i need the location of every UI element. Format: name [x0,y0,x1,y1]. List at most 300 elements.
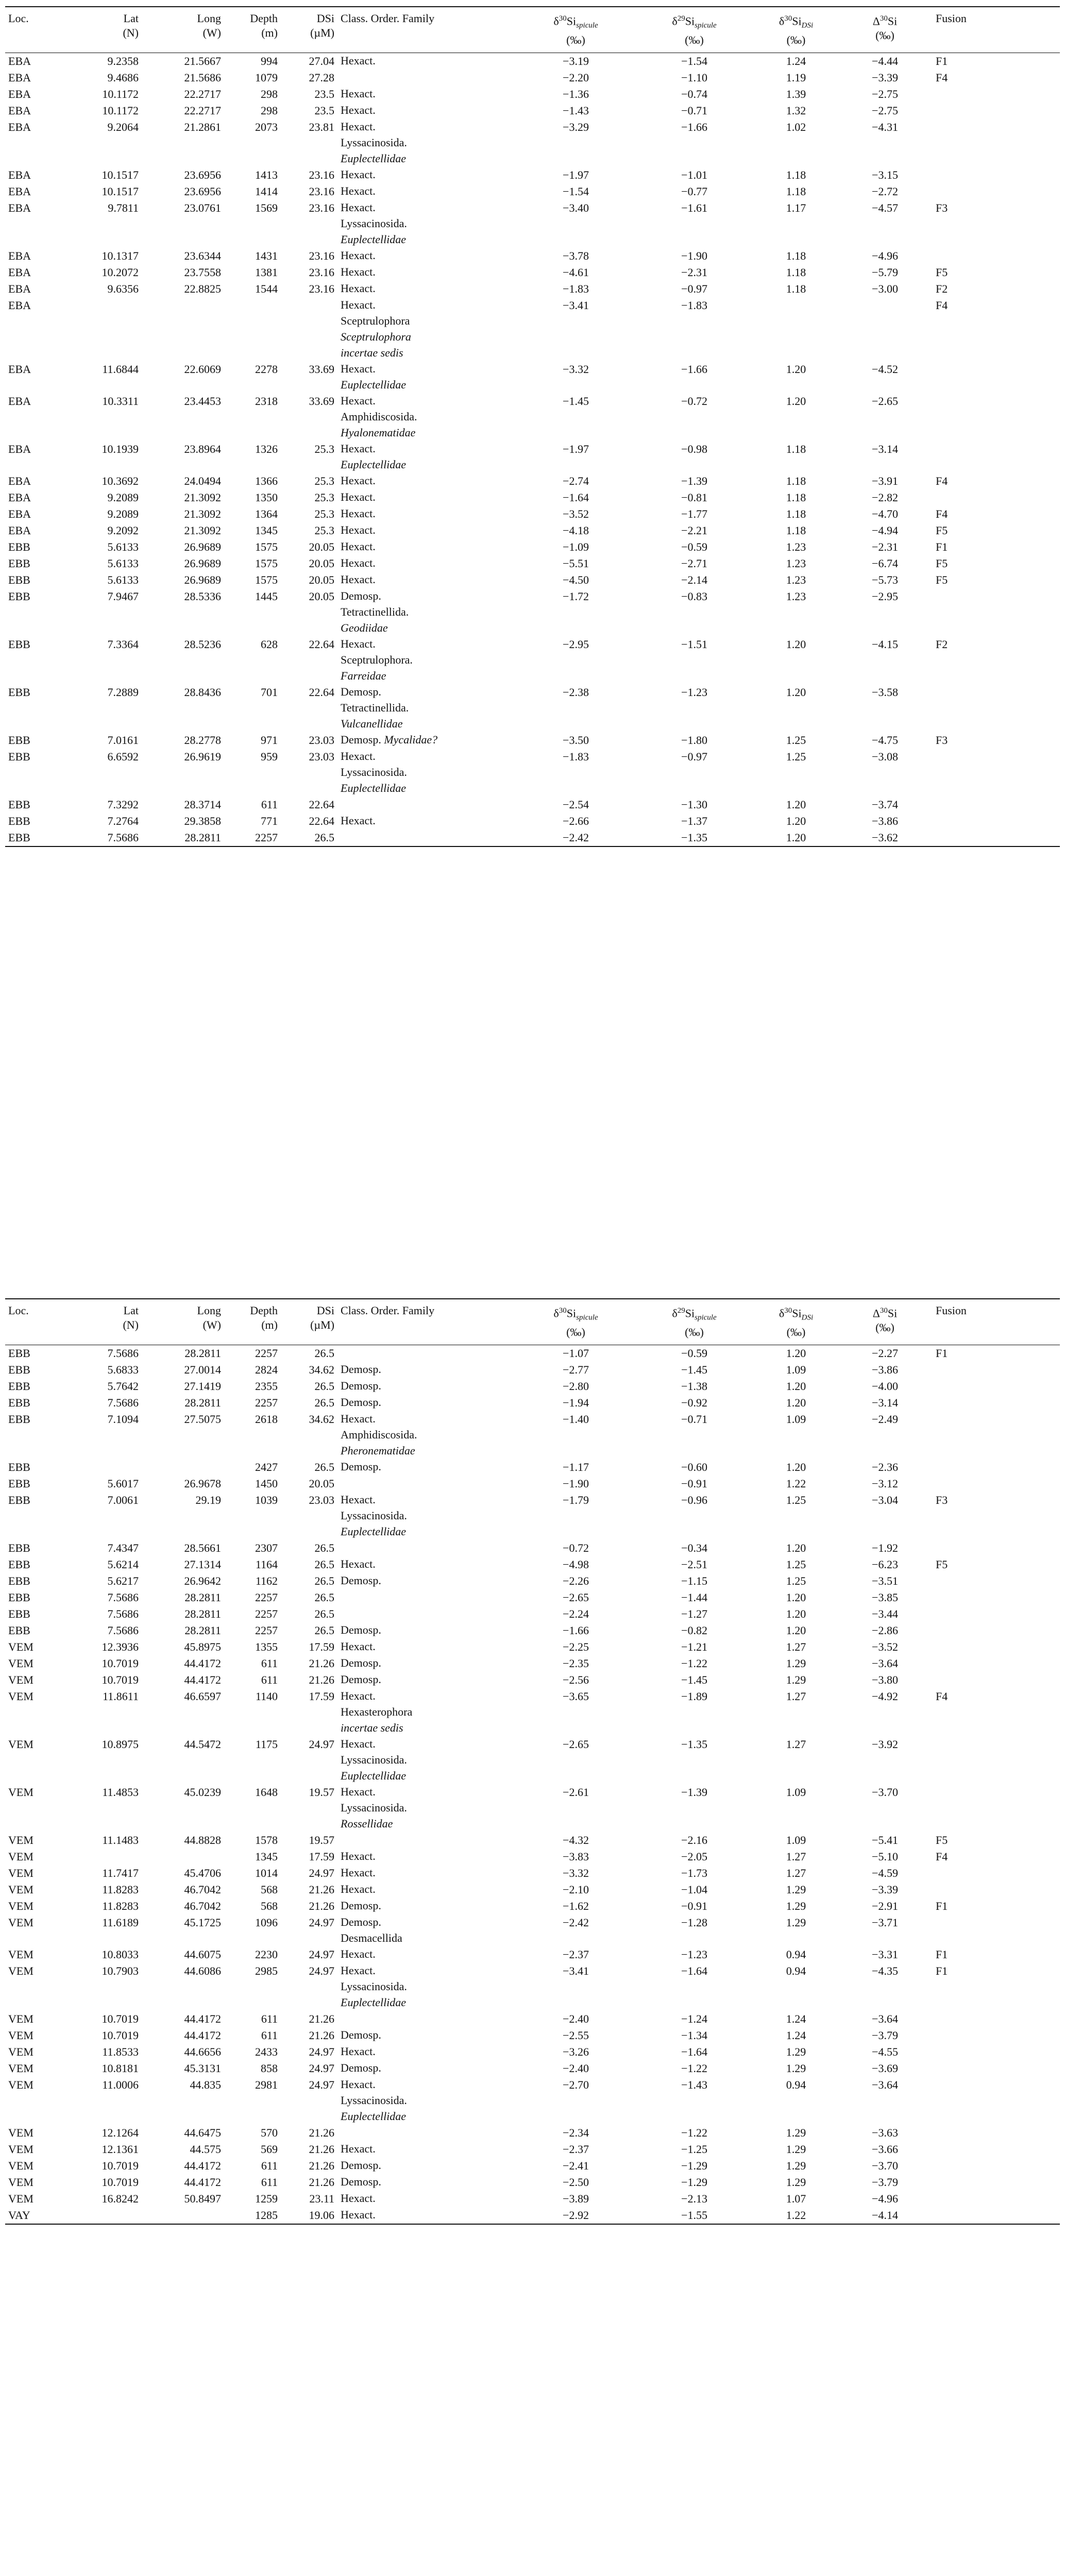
column-header-fusion [933,7,1060,53]
cell-loc: EBB [8,540,30,553]
header-unit: (‰) [566,33,585,46]
cell-loc: EBB [8,750,30,763]
cell-dsi: 21.26 [309,2126,334,2139]
cell-d29: −1.64 [681,2045,707,2058]
cell-dsi30: −2.75 [872,87,898,100]
cell-depth: 1039 [255,1493,278,1506]
header-element: Si [685,1307,695,1320]
cell-d30: −1.90 [563,1477,589,1490]
cell-loc: VEM [8,2142,33,2156]
cell-d30: −2.40 [563,2061,589,2075]
cell-fusion [933,441,1060,473]
column-header-loc [5,7,72,53]
cell-long: 26.9689 [184,556,221,570]
cell-dd: 1.20 [786,1379,806,1393]
cell-dd: 1.18 [786,265,806,279]
cell-d30: −4.98 [563,1557,589,1571]
cell-class-order-family [337,539,518,555]
cell-taxon: Demosp. [341,2158,381,2172]
cell-taxon: Hexact. [341,1493,376,1506]
cell-depth: 2257 [255,1396,278,1409]
cell-long: 28.2811 [184,1607,221,1620]
cell-dsi: 26.5 [314,1590,334,1604]
cell-fusion [933,393,1060,441]
cell-d30: −2.92 [563,2208,589,2222]
cell-depth: 2427 [255,1460,278,1473]
cell-dd: 1.19 [786,71,806,84]
cell-lat: 10.3692 [102,474,139,487]
table-row [5,473,1060,489]
cell-depth: 1575 [255,573,278,586]
cell-dsi30: −3.64 [872,2078,898,2091]
cell-loc: EBB [8,1346,30,1360]
cell-depth: 1413 [255,168,278,181]
cell-fusion [933,749,1060,796]
header-unit: (‰) [875,1321,894,1334]
cell-dd: 1.29 [786,2061,806,2075]
cell-dsi30: −4.00 [872,1379,898,1393]
cell-d29: −1.04 [681,1883,707,1896]
cell-dd: 1.18 [786,184,806,198]
cell-d29: −2.14 [681,573,707,586]
cell-dsi: 24.97 [309,1947,334,1961]
cell-fusion: F4 [936,1850,948,1863]
cell-dsi30: −3.92 [872,1737,898,1751]
cell-class-order-family [337,2174,518,2191]
cell-class-order-family [337,2191,518,2207]
cell-taxon: Demosp. [341,1899,381,1912]
cell-dsi: 26.5 [314,1607,334,1620]
cell-dsi30: −3.64 [872,1656,898,1670]
cell-lat: 5.6017 [107,1477,139,1490]
cell-taxon: Demosp. [341,1460,381,1473]
cell-d29: −0.91 [681,1477,707,1490]
cell-loc: VEM [8,1656,33,1670]
cell-depth: 1140 [255,1689,278,1703]
cell-taxon: Desmacellida [341,1931,402,1944]
header-unit: (N) [123,26,139,39]
header-label: δ [553,14,559,28]
cell-lat: 10.1517 [102,184,139,198]
cell-dsi30: −2.72 [872,184,898,198]
cell-class-order-family [337,1672,518,1688]
table-row [5,489,1060,506]
cell-class-order-family [337,1556,518,1573]
cell-dsi: 26.5 [314,1346,334,1360]
cell-dsi30: −4.70 [872,507,898,520]
cell-long: 21.5686 [184,71,221,84]
cell-taxon: Demosp. [341,1656,381,1669]
cell-long: 44.4172 [184,2159,221,2172]
header-unit: (‰) [786,1325,806,1338]
cell-lat: 7.2764 [107,814,139,827]
column-header-class [337,7,518,53]
cell-lat: 7.4347 [107,1541,139,1554]
cell-d29: −1.51 [681,637,707,651]
cell-fusion: F5 [936,1833,948,1846]
cell-dsi [281,297,337,361]
cell-taxon: Hexact. [341,87,376,100]
cell-dsi: 23.16 [309,265,334,279]
cell-dsi: 26.5 [314,1541,334,1554]
cell-dsi30: −3.70 [872,1785,898,1799]
cell-long: 28.2811 [184,1396,221,1409]
cell-fusion [933,1378,1060,1395]
cell-dsi30: −3.14 [872,442,898,455]
cell-dsi30: −3.14 [872,1396,898,1409]
cell-dd: 1.09 [786,1785,806,1799]
header-isotope: 29 [677,1307,685,1315]
cell-class-order-family [337,1898,518,1914]
header-row [5,7,1060,53]
cell-d30: −3.26 [563,2045,589,2058]
cell-dsi30: −2.95 [872,589,898,603]
cell-lat: 10.1317 [102,249,139,262]
cell-dsi30: −3.86 [872,814,898,827]
cell-taxon: Hexact. [341,1947,376,1960]
cell-dsi: 17.59 [309,1689,334,1703]
cell-fusion [933,1589,1060,1606]
cell-dd: 1.18 [786,507,806,520]
table-row [5,281,1060,297]
cell-d29: −1.24 [681,2012,707,2025]
cell-dsi30: −2.27 [872,1346,898,1360]
cell-taxon: Hexact. [341,298,376,311]
cell-d29: −0.98 [681,442,707,455]
cell-lat: 16.8242 [102,2192,139,2205]
cell-dsi: 19.57 [309,1833,334,1846]
cell-dsi30: −3.85 [872,1590,898,1604]
cell-class-order-family [337,183,518,200]
cell-dsi30: −3.79 [872,2175,898,2189]
cell-d29: −2.16 [681,1833,707,1846]
header-sub: spicule [576,1313,598,1322]
table-row [5,1898,1060,1914]
cell-fusion [933,2027,1060,2044]
header-isotope: 30 [880,1307,888,1315]
cell-lat: 7.1094 [107,1412,139,1426]
cell-fusion [933,1672,1060,1688]
cell-d30: −2.34 [563,2126,589,2139]
cell-fusion: F1 [936,1899,948,1912]
table-body [5,1345,1060,2224]
cell-d30: −2.20 [563,71,589,84]
cell-d29: −1.89 [681,1689,707,1703]
cell-dsi: 21.26 [309,2159,334,2172]
cell-dsi30: −3.39 [872,1883,898,1896]
cell-long: 22.2717 [184,104,221,117]
cell-taxon: Hexact. [341,120,376,133]
cell-class-order-family [337,796,518,813]
cell-dsi: 25.3 [314,474,334,487]
cell-class-order-family [337,684,518,732]
cell-class-order-family [337,2027,518,2044]
cell-lat: 7.5686 [107,1346,139,1360]
cell-d29: −1.30 [681,798,707,811]
cell-long: 23.8964 [184,442,221,455]
table-row [5,1556,1060,1573]
cell-dsi: 21.26 [309,1899,334,1912]
cell-d30: −3.52 [563,507,589,520]
cell-loc: EBB [8,831,30,844]
cell-dd: 1.18 [786,490,806,504]
cell-dsi30: −3.70 [872,2159,898,2172]
cell-class-order-family [337,1963,518,2011]
cell-dsi: 21.26 [309,1883,334,1896]
cell-dd: 1.20 [786,1590,806,1604]
cell-d30: −3.29 [563,120,589,133]
cell-dsi: 22.64 [309,798,334,811]
cell-dsi30: −3.15 [872,168,898,181]
cell-lat: 11.4853 [102,1785,139,1799]
header-element: Si [887,1307,898,1320]
cell-lat [72,1849,142,1865]
header-element: Si [792,14,802,28]
cell-d30: −2.55 [563,2028,589,2042]
cell-long [142,2207,224,2224]
cell-depth: 1648 [255,1785,278,1799]
cell-d29: −1.22 [681,2061,707,2075]
cell-dsi: 27.04 [309,54,334,67]
cell-d30: −1.43 [563,104,589,117]
cell-dd: 1.20 [786,1346,806,1360]
cell-dsi30: −3.04 [872,1493,898,1506]
cell-long: 44.4172 [184,2028,221,2042]
cell-dsi: 34.62 [309,1363,334,1376]
cell-fusion: F5 [936,1557,948,1571]
cell-dsi: 22.64 [309,814,334,827]
cell-lat: 5.6133 [107,540,139,553]
cell-fusion [933,2044,1060,2060]
cell-dsi: 26.5 [314,1396,334,1409]
cell-depth [224,297,281,361]
cell-d30: −1.83 [563,750,589,763]
table-row [5,636,1060,684]
cell-dsi30: −4.55 [872,2045,898,2058]
cell-dsi30: −2.91 [872,1899,898,1912]
cell-lat: 10.3311 [102,394,139,408]
cell-taxon: Demosp. [341,1573,381,1587]
cell-family: Vulcanellidae [341,717,403,730]
cell-taxon: Hexasterophora [341,1705,413,1718]
cell-dd: 1.20 [786,798,806,811]
header-isotope: 30 [559,14,567,23]
cell-lat [72,1459,142,1476]
table-row [5,1492,1060,1540]
cell-class-order-family [337,441,518,473]
cell-lat: 5.6833 [107,1363,139,1376]
cell-d30: −1.72 [563,589,589,603]
cell-d30: −2.24 [563,1607,589,1620]
cell-dd: 1.25 [786,750,806,763]
cell-long: 28.2811 [184,1346,221,1360]
header-unit: (N) [123,1318,139,1331]
cell-class-order-family [337,2158,518,2174]
cell-dd: 1.18 [786,249,806,262]
cell-dsi: 26.5 [314,831,334,844]
cell-loc: EBA [8,71,31,84]
cell-dd: 1.29 [786,1883,806,1896]
header-unit: (m) [261,1318,278,1331]
header-unit: (‰) [786,33,806,46]
cell-dsi: 26.5 [314,1623,334,1637]
cell-long: 28.2811 [184,1623,221,1637]
cell-taxon: Hexact. [341,1882,376,1895]
cell-fusion [933,167,1060,183]
table-row [5,1411,1060,1459]
cell-depth: 1285 [255,2208,278,2222]
cell-dd: 1.20 [786,637,806,651]
table-row [5,1362,1060,1378]
table-row [5,393,1060,441]
table-row [5,1849,1060,1865]
cell-long: 21.3092 [184,507,221,520]
cell-long: 23.0761 [184,201,221,214]
cell-dsi30: −1.92 [872,1541,898,1554]
cell-family: Euplectellidae [341,232,407,246]
cell-depth: 568 [261,1899,278,1912]
table-header [5,1299,1060,1345]
cell-family: Euplectellidae [341,457,407,471]
cell-taxon: Hexact. [341,637,376,650]
cell-d30: −2.26 [563,1574,589,1587]
cell-lat: 7.3364 [107,637,139,651]
table-row [5,1882,1060,1898]
cell-dsi: 21.26 [309,2175,334,2189]
cell-d29: −0.97 [681,282,707,295]
cell-taxon: Hexact. [341,490,376,503]
cell-class-order-family [337,1362,518,1378]
cell-class-order-family [337,1459,518,1476]
table-row [5,1573,1060,1589]
cell-long: 45.1725 [184,1916,221,1929]
cell-fusion: F1 [936,540,948,553]
table-row [5,70,1060,86]
cell-dsi: 25.3 [314,442,334,455]
cell-dsi30: −4.57 [872,201,898,214]
cell-long: 44.5472 [184,1737,221,1751]
cell-fusion [933,2174,1060,2191]
column-header-lat [72,7,142,53]
cell-loc: EBB [8,685,30,699]
cell-dd: 1.20 [786,362,806,376]
cell-taxon: Hexact. [341,248,376,262]
column-header-d29 [634,1299,755,1345]
cell-dd: 1.22 [786,2208,806,2222]
cell-dd: 1.20 [786,1460,806,1473]
cell-d30: −1.62 [563,1899,589,1912]
cell-long: 27.1419 [184,1379,221,1393]
cell-depth: 1345 [255,1850,278,1863]
cell-depth: 1175 [255,1737,278,1751]
cell-dd: 1.09 [786,1363,806,1376]
cell-dd: 1.24 [786,2028,806,2042]
cell-d30: −4.32 [563,1833,589,1846]
table-row [5,103,1060,119]
cell-taxon: Hexact. [341,54,376,67]
table-row [5,1865,1060,1882]
header-unit: (‰) [685,1325,704,1338]
cell-depth: 1366 [255,474,278,487]
cell-taxon: Demosp. [341,1395,381,1409]
cell-dsi: 21.26 [309,2028,334,2042]
cell-d29: −0.74 [681,87,707,100]
cell-d29: −1.23 [681,1947,707,1961]
cell-loc: EBB [8,573,30,586]
cell-taxon: Hexact. [341,2044,376,2058]
table-block-1 [5,6,1060,847]
cell-loc: VEM [8,1964,33,1977]
cell-taxon: Hexact. [341,103,376,116]
cell-taxon: Hexact. [341,1412,376,1425]
cell-dsi30: −4.14 [872,2208,898,2222]
cell-taxon: Hexact. [341,265,376,278]
cell-dsi30: −4.96 [872,249,898,262]
cell-dsi30: −3.71 [872,1916,898,1929]
cell-dsi30: −2.49 [872,1412,898,1426]
column-header-long [142,1299,224,1345]
cell-taxon: Demosp. [341,1623,381,1636]
cell-class-order-family [337,2207,518,2224]
cell-taxon: Demosp. [341,733,384,746]
cell-class-order-family [337,473,518,489]
cell-long: 44.4172 [184,2012,221,2025]
cell-depth: 2073 [255,120,278,133]
cell-d30: −2.42 [563,831,589,844]
cell-long: 44.6656 [184,2045,221,2058]
cell-long: 21.3092 [184,523,221,537]
cell-dsi30: −3.39 [872,71,898,84]
cell-long: 44.4172 [184,2175,221,2189]
cell-lat: 7.0061 [107,1493,139,1506]
cell-dd: 1.18 [786,442,806,455]
cell-depth: 1350 [255,490,278,504]
cell-d30: −1.66 [563,1623,589,1637]
cell-taxon: Lyssacinosida. [341,765,407,778]
cell-loc: EBA [8,490,31,504]
cell-depth: 298 [261,104,278,117]
cell-d29: −1.22 [681,1656,707,1670]
cell-class-order-family [337,1832,518,1849]
cell-dd: 1.29 [786,1673,806,1686]
header-label: Fusion [936,12,967,25]
header-label: Lat [123,1304,139,1317]
table-row [5,53,1060,70]
cell-taxon: Hexact. [341,1785,376,1798]
cell-lat: 5.7642 [107,1379,139,1393]
cell-fusion [933,1573,1060,1589]
table-row [5,183,1060,200]
cell-dsi30: −4.44 [872,54,898,67]
cell-lat: 7.3292 [107,798,139,811]
cell-dsi: 21.26 [309,1673,334,1686]
cell-d29: −0.91 [681,1899,707,1912]
header-element: Si [566,14,577,28]
data-table [5,1298,1060,2225]
cell-class-order-family [337,2011,518,2027]
cell-long [142,297,224,361]
cell-d29: −1.38 [681,1379,707,1393]
cell-depth: 1431 [255,249,278,262]
table-row [5,506,1060,522]
cell-dsi: 23.16 [309,249,334,262]
cell-taxon: Hexact. [341,1737,376,1750]
cell-d29: −1.29 [681,2175,707,2189]
header-label: Loc. [8,1304,29,1317]
cell-fusion: F5 [936,573,948,586]
table-row [5,749,1060,796]
cell-dsi: 19.57 [309,1785,334,1799]
